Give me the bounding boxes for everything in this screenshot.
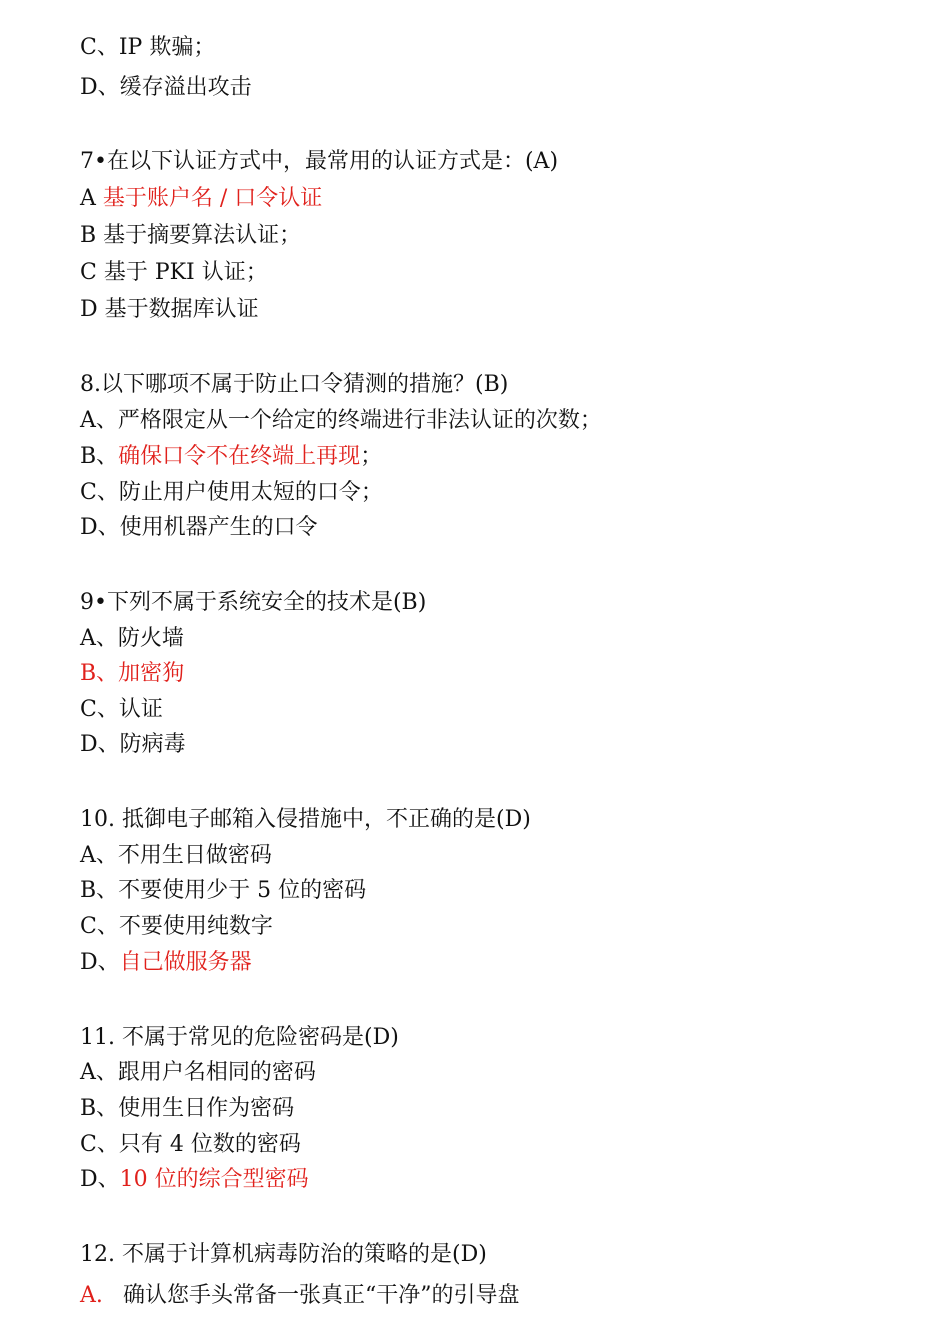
q7-option-a-answer: 基于账户名 / 口令认证 <box>102 186 323 211</box>
q8-option-b-answer: 确保口令不在终端上再现 <box>118 444 361 469</box>
q8-option-b-suffix: ； <box>360 444 383 469</box>
q7-option-a <box>80 184 322 214</box>
q9-option-a: A、防火墙 <box>80 626 184 651</box>
q12-option-a <box>80 1281 520 1311</box>
q8-option-a: A、严格限定从一个给定的终端进行非法认证的次数； <box>80 408 602 433</box>
q12-option-a-text: 确认您手头常备一张真正“干净”的引导盘 <box>123 1283 520 1308</box>
q7-option-c: C 基于 PKI 认证； <box>80 260 268 285</box>
q8-option-b-prefix: B、 <box>80 444 119 469</box>
q10-option-d <box>80 948 252 978</box>
question-8: 8.以下哪项不属于防止口令猜测的措施？(B) <box>80 372 509 397</box>
q11-option-c: C、只有 4 位数的密码 <box>80 1132 301 1157</box>
q9-option-c: C、认证 <box>80 697 163 722</box>
q7-option-a-prefix: A <box>80 186 103 211</box>
question-9: 9•下列不属于系统安全的技术是(B) <box>80 590 427 615</box>
q10-option-a: A、不用生日做密码 <box>80 843 272 868</box>
option-d-buffer-overflow: D、缓存溢出攻击 <box>80 75 252 100</box>
q8-option-c: C、防止用户使用太短的口令； <box>80 480 383 505</box>
q11-option-d-prefix: D、 <box>80 1167 120 1192</box>
q8-option-d: D、使用机器产生的口令 <box>80 515 318 540</box>
q8-option-b <box>80 442 382 472</box>
q10-option-d-prefix: D、 <box>80 950 120 975</box>
option-c-ip-spoofing: C、IP 欺骗； <box>80 35 216 60</box>
q11-option-d <box>80 1165 309 1195</box>
q11-option-a: A、跟用户名相同的密码 <box>80 1060 316 1085</box>
q11-option-d-answer: 10 位的综合型密码 <box>119 1167 309 1192</box>
q9-option-d: D、防病毒 <box>80 732 186 757</box>
q10-option-b: B、不要使用少于 5 位的密码 <box>80 878 367 903</box>
question-7: 7•在以下认证方式中，最常用的认证方式是：(A) <box>80 149 559 174</box>
q9-option-b-answer: B、加密狗 <box>80 661 185 686</box>
q12-option-a-prefix: A. <box>80 1283 103 1308</box>
question-11: 11. 不属于常见的危险密码是(D) <box>80 1025 399 1050</box>
q10-option-d-answer: 自己做服务器 <box>119 950 252 975</box>
q7-option-b: B 基于摘要算法认证； <box>80 223 302 248</box>
q7-option-d: D 基于数据库认证 <box>80 297 259 322</box>
q10-option-c: C、不要使用纯数字 <box>80 914 273 939</box>
question-10: 10. 抵御电子邮箱入侵措施中，不正确的是(D) <box>80 807 531 832</box>
question-12: 12. 不属于计算机病毒防治的策略的是(D) <box>80 1242 487 1267</box>
q11-option-b: B、使用生日作为密码 <box>80 1096 295 1121</box>
